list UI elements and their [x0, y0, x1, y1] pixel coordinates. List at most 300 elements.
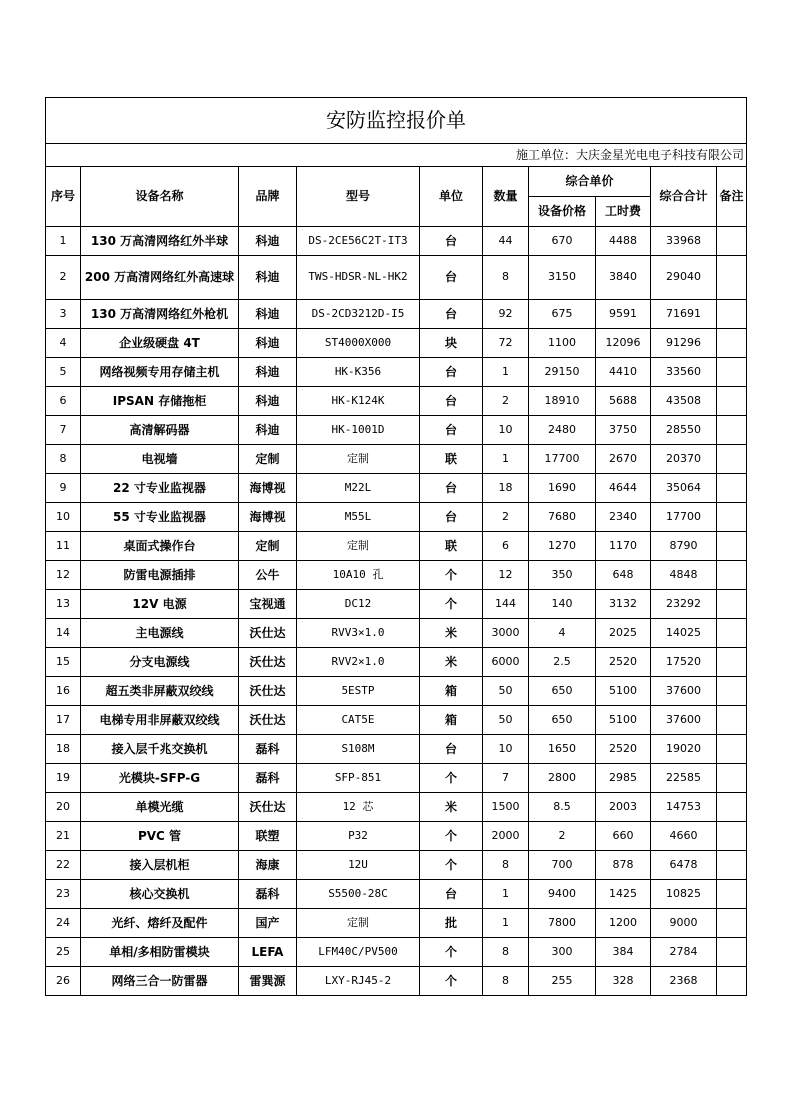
- row-device-price: 700: [529, 851, 596, 880]
- row-qty: 3000: [483, 619, 529, 648]
- row-brand: 雷巽源: [239, 967, 297, 996]
- row-no: 26: [46, 967, 81, 996]
- row-labor: 3840: [596, 256, 651, 300]
- row-name: 12V 电源: [81, 590, 239, 619]
- row-labor: 878: [596, 851, 651, 880]
- row-no: 20: [46, 793, 81, 822]
- row-device-price: 650: [529, 677, 596, 706]
- row-labor: 2003: [596, 793, 651, 822]
- row-qty: 1500: [483, 793, 529, 822]
- row-unit: 箱: [420, 706, 483, 735]
- row-brand: 宝视通: [239, 590, 297, 619]
- row-unit: 台: [420, 416, 483, 445]
- header-unit: 单位: [420, 167, 483, 227]
- row-total: 20370: [651, 445, 717, 474]
- row-total: 29040: [651, 256, 717, 300]
- sheet-title: 安防监控报价单: [46, 98, 747, 144]
- row-name: 130 万高清网络红外枪机: [81, 300, 239, 329]
- row-qty: 8: [483, 256, 529, 300]
- row-name: 企业级硬盘 4T: [81, 329, 239, 358]
- row-total: 22585: [651, 764, 717, 793]
- row-no: 3: [46, 300, 81, 329]
- row-remark: [717, 793, 747, 822]
- row-no: 7: [46, 416, 81, 445]
- row-name: 网络视频专用存储主机: [81, 358, 239, 387]
- row-model: 定制: [297, 532, 420, 561]
- row-no: 15: [46, 648, 81, 677]
- row-no: 13: [46, 590, 81, 619]
- row-qty: 10: [483, 416, 529, 445]
- table-row: [46, 445, 747, 474]
- row-brand: 科迪: [239, 387, 297, 416]
- row-qty: 1: [483, 909, 529, 938]
- table-row: [46, 227, 747, 256]
- table-row: [46, 416, 747, 445]
- row-model: LXY-RJ45-2: [297, 967, 420, 996]
- row-qty: 8: [483, 851, 529, 880]
- row-name: 光模块-SFP-G: [81, 764, 239, 793]
- row-total: 9000: [651, 909, 717, 938]
- company-line: 施工单位：大庆金星光电电子科技有限公司: [46, 144, 747, 167]
- row-no: 2: [46, 256, 81, 300]
- row-remark: [717, 619, 747, 648]
- table-row: [46, 677, 747, 706]
- row-brand: 科迪: [239, 256, 297, 300]
- row-model: DC12: [297, 590, 420, 619]
- row-brand: 海博视: [239, 503, 297, 532]
- row-device-price: 2: [529, 822, 596, 851]
- row-unit: 块: [420, 329, 483, 358]
- row-brand: 公牛: [239, 561, 297, 590]
- row-unit: 台: [420, 735, 483, 764]
- row-device-price: 300: [529, 938, 596, 967]
- row-total: 33968: [651, 227, 717, 256]
- row-no: 10: [46, 503, 81, 532]
- row-model: 定制: [297, 445, 420, 474]
- row-remark: [717, 648, 747, 677]
- row-qty: 92: [483, 300, 529, 329]
- row-brand: 科迪: [239, 416, 297, 445]
- row-remark: [717, 503, 747, 532]
- row-device-price: 9400: [529, 880, 596, 909]
- header-remark: 备注: [717, 167, 747, 227]
- row-model: 5ESTP: [297, 677, 420, 706]
- row-name: 接入层机柜: [81, 851, 239, 880]
- row-model: HK-1001D: [297, 416, 420, 445]
- row-unit: 台: [420, 256, 483, 300]
- row-total: 10825: [651, 880, 717, 909]
- row-qty: 2: [483, 387, 529, 416]
- row-model: HK-K356: [297, 358, 420, 387]
- row-device-price: 7680: [529, 503, 596, 532]
- row-no: 18: [46, 735, 81, 764]
- row-total: 37600: [651, 677, 717, 706]
- table-row: [46, 735, 747, 764]
- row-name: 网络三合一防雷器: [81, 967, 239, 996]
- row-name: 分支电源线: [81, 648, 239, 677]
- row-brand: 科迪: [239, 227, 297, 256]
- row-unit: 个: [420, 967, 483, 996]
- row-unit: 个: [420, 938, 483, 967]
- quotation-sheet: [45, 97, 746, 996]
- row-total: 19020: [651, 735, 717, 764]
- row-qty: 6: [483, 532, 529, 561]
- row-qty: 18: [483, 474, 529, 503]
- row-brand: 科迪: [239, 300, 297, 329]
- table-row: [46, 619, 747, 648]
- row-labor: 9591: [596, 300, 651, 329]
- row-model: TWS-HDSR-NL-HK2: [297, 256, 420, 300]
- row-remark: [717, 387, 747, 416]
- table-row: [46, 967, 747, 996]
- header-name: 设备名称: [81, 167, 239, 227]
- row-device-price: 2.5: [529, 648, 596, 677]
- row-no: 19: [46, 764, 81, 793]
- row-qty: 1: [483, 880, 529, 909]
- row-total: 91296: [651, 329, 717, 358]
- table-row: [46, 851, 747, 880]
- row-qty: 44: [483, 227, 529, 256]
- row-device-price: 18910: [529, 387, 596, 416]
- header-brand: 品牌: [239, 167, 297, 227]
- table-row: [46, 503, 747, 532]
- row-name: 核心交换机: [81, 880, 239, 909]
- row-unit: 个: [420, 851, 483, 880]
- row-unit: 台: [420, 474, 483, 503]
- row-no: 9: [46, 474, 81, 503]
- row-model: S5500-28C: [297, 880, 420, 909]
- row-model: SFP-851: [297, 764, 420, 793]
- row-model: DS-2CD3212D-I5: [297, 300, 420, 329]
- row-labor: 660: [596, 822, 651, 851]
- row-labor: 328: [596, 967, 651, 996]
- row-labor: 5100: [596, 706, 651, 735]
- row-labor: 12096: [596, 329, 651, 358]
- row-device-price: 255: [529, 967, 596, 996]
- row-model: DS-2CE56C2T-IT3: [297, 227, 420, 256]
- row-labor: 2520: [596, 735, 651, 764]
- table-row: [46, 387, 747, 416]
- row-device-price: 7800: [529, 909, 596, 938]
- row-no: 12: [46, 561, 81, 590]
- row-remark: [717, 677, 747, 706]
- row-name: 主电源线: [81, 619, 239, 648]
- row-device-price: 1650: [529, 735, 596, 764]
- row-unit: 米: [420, 793, 483, 822]
- row-model: RVV3×1.0: [297, 619, 420, 648]
- row-unit: 台: [420, 880, 483, 909]
- row-device-price: 2480: [529, 416, 596, 445]
- row-no: 24: [46, 909, 81, 938]
- header-unit-price-group: 综合单价: [529, 167, 651, 197]
- row-no: 21: [46, 822, 81, 851]
- table-row: [46, 300, 747, 329]
- row-qty: 1: [483, 445, 529, 474]
- row-model: 定制: [297, 909, 420, 938]
- table-row: [46, 706, 747, 735]
- row-total: 6478: [651, 851, 717, 880]
- row-remark: [717, 256, 747, 300]
- row-total: 43508: [651, 387, 717, 416]
- row-labor: 2670: [596, 445, 651, 474]
- row-unit: 个: [420, 561, 483, 590]
- row-unit: 批: [420, 909, 483, 938]
- row-brand: 磊科: [239, 764, 297, 793]
- row-name: 单模光缆: [81, 793, 239, 822]
- table-row: [46, 793, 747, 822]
- row-name: 单相/多相防雷模块: [81, 938, 239, 967]
- row-labor: 2025: [596, 619, 651, 648]
- row-model: P32: [297, 822, 420, 851]
- row-model: CAT5E: [297, 706, 420, 735]
- row-model: ST4000X000: [297, 329, 420, 358]
- row-remark: [717, 706, 747, 735]
- row-brand: 联塑: [239, 822, 297, 851]
- row-name: 高清解码器: [81, 416, 239, 445]
- table-row: [46, 474, 747, 503]
- row-remark: [717, 474, 747, 503]
- quotation-table: [45, 97, 747, 996]
- row-no: 6: [46, 387, 81, 416]
- row-total: 2368: [651, 967, 717, 996]
- row-remark: [717, 227, 747, 256]
- row-name: 光纤、熔纤及配件: [81, 909, 239, 938]
- row-remark: [717, 967, 747, 996]
- row-labor: 2340: [596, 503, 651, 532]
- row-brand: 海博视: [239, 474, 297, 503]
- row-device-price: 4: [529, 619, 596, 648]
- table-row: [46, 909, 747, 938]
- row-qty: 50: [483, 677, 529, 706]
- row-brand: 科迪: [239, 358, 297, 387]
- row-labor: 2520: [596, 648, 651, 677]
- row-brand: 沃仕达: [239, 648, 297, 677]
- header-model: 型号: [297, 167, 420, 227]
- header-qty: 数量: [483, 167, 529, 227]
- row-unit: 台: [420, 358, 483, 387]
- row-total: 4660: [651, 822, 717, 851]
- row-remark: [717, 532, 747, 561]
- row-total: 23292: [651, 590, 717, 619]
- row-name: 电梯专用非屏蔽双绞线: [81, 706, 239, 735]
- row-qty: 1: [483, 358, 529, 387]
- row-total: 4848: [651, 561, 717, 590]
- header-no: 序号: [46, 167, 81, 227]
- row-device-price: 17700: [529, 445, 596, 474]
- row-total: 17520: [651, 648, 717, 677]
- row-device-price: 675: [529, 300, 596, 329]
- row-unit: 个: [420, 822, 483, 851]
- row-device-price: 2800: [529, 764, 596, 793]
- row-no: 23: [46, 880, 81, 909]
- row-qty: 50: [483, 706, 529, 735]
- row-device-price: 650: [529, 706, 596, 735]
- row-remark: [717, 735, 747, 764]
- row-remark: [717, 938, 747, 967]
- row-remark: [717, 909, 747, 938]
- row-device-price: 140: [529, 590, 596, 619]
- row-device-price: 3150: [529, 256, 596, 300]
- row-unit: 台: [420, 227, 483, 256]
- row-qty: 2: [483, 503, 529, 532]
- row-no: 17: [46, 706, 81, 735]
- row-no: 11: [46, 532, 81, 561]
- row-model: 12U: [297, 851, 420, 880]
- row-remark: [717, 445, 747, 474]
- row-total: 14753: [651, 793, 717, 822]
- row-unit: 个: [420, 590, 483, 619]
- row-remark: [717, 358, 747, 387]
- table-row: [46, 561, 747, 590]
- table-row: [46, 256, 747, 300]
- row-labor: 5688: [596, 387, 651, 416]
- row-qty: 2000: [483, 822, 529, 851]
- row-unit: 联: [420, 532, 483, 561]
- row-brand: LEFA: [239, 938, 297, 967]
- row-labor: 4644: [596, 474, 651, 503]
- row-total: 71691: [651, 300, 717, 329]
- row-model: RVV2×1.0: [297, 648, 420, 677]
- row-labor: 4488: [596, 227, 651, 256]
- row-total: 35064: [651, 474, 717, 503]
- row-device-price: 1100: [529, 329, 596, 358]
- row-model: HK-K124K: [297, 387, 420, 416]
- row-brand: 沃仕达: [239, 706, 297, 735]
- row-brand: 定制: [239, 445, 297, 474]
- row-device-price: 350: [529, 561, 596, 590]
- row-brand: 定制: [239, 532, 297, 561]
- row-remark: [717, 416, 747, 445]
- row-name: 电视墙: [81, 445, 239, 474]
- row-model: LFM40C/PV500: [297, 938, 420, 967]
- row-no: 16: [46, 677, 81, 706]
- row-device-price: 8.5: [529, 793, 596, 822]
- quotation-rows: [46, 227, 747, 996]
- row-remark: [717, 300, 747, 329]
- row-unit: 联: [420, 445, 483, 474]
- row-model: M22L: [297, 474, 420, 503]
- row-no: 5: [46, 358, 81, 387]
- row-total: 33560: [651, 358, 717, 387]
- row-remark: [717, 329, 747, 358]
- row-model: 12 芯: [297, 793, 420, 822]
- table-row: [46, 822, 747, 851]
- row-qty: 144: [483, 590, 529, 619]
- row-name: 超五类非屏蔽双绞线: [81, 677, 239, 706]
- row-no: 4: [46, 329, 81, 358]
- row-remark: [717, 590, 747, 619]
- row-model: M55L: [297, 503, 420, 532]
- row-name: 55 寸专业监视器: [81, 503, 239, 532]
- row-unit: 台: [420, 300, 483, 329]
- row-labor: 5100: [596, 677, 651, 706]
- header-device-price: 设备价格: [529, 197, 596, 227]
- row-labor: 3750: [596, 416, 651, 445]
- table-row: [46, 648, 747, 677]
- row-qty: 10: [483, 735, 529, 764]
- row-total: 8790: [651, 532, 717, 561]
- row-name: 防雷电源插排: [81, 561, 239, 590]
- row-name: 22 寸专业监视器: [81, 474, 239, 503]
- row-labor: 1425: [596, 880, 651, 909]
- row-brand: 磊科: [239, 735, 297, 764]
- row-total: 14025: [651, 619, 717, 648]
- row-no: 8: [46, 445, 81, 474]
- row-unit: 台: [420, 387, 483, 416]
- row-remark: [717, 822, 747, 851]
- row-name: 200 万高清网络红外高速球: [81, 256, 239, 300]
- row-brand: 沃仕达: [239, 677, 297, 706]
- row-labor: 384: [596, 938, 651, 967]
- row-labor: 1200: [596, 909, 651, 938]
- row-brand: 科迪: [239, 329, 297, 358]
- row-brand: 磊科: [239, 880, 297, 909]
- row-qty: 72: [483, 329, 529, 358]
- row-total: 17700: [651, 503, 717, 532]
- row-unit: 个: [420, 764, 483, 793]
- row-qty: 12: [483, 561, 529, 590]
- row-labor: 1170: [596, 532, 651, 561]
- row-device-price: 1690: [529, 474, 596, 503]
- row-qty: 7: [483, 764, 529, 793]
- row-brand: 海康: [239, 851, 297, 880]
- row-name: 桌面式操作台: [81, 532, 239, 561]
- row-unit: 台: [420, 503, 483, 532]
- table-row: [46, 590, 747, 619]
- table-row: [46, 358, 747, 387]
- row-labor: 2985: [596, 764, 651, 793]
- row-unit: 米: [420, 648, 483, 677]
- row-remark: [717, 880, 747, 909]
- row-total: 37600: [651, 706, 717, 735]
- header-total: 综合合计: [651, 167, 717, 227]
- row-device-price: 670: [529, 227, 596, 256]
- table-row: [46, 329, 747, 358]
- row-name: 130 万高清网络红外半球: [81, 227, 239, 256]
- row-labor: 648: [596, 561, 651, 590]
- row-brand: 沃仕达: [239, 619, 297, 648]
- row-labor: 3132: [596, 590, 651, 619]
- header-labor: 工时费: [596, 197, 651, 227]
- row-model: S108M: [297, 735, 420, 764]
- row-qty: 8: [483, 967, 529, 996]
- row-unit: 米: [420, 619, 483, 648]
- row-remark: [717, 764, 747, 793]
- row-qty: 6000: [483, 648, 529, 677]
- row-qty: 8: [483, 938, 529, 967]
- row-no: 25: [46, 938, 81, 967]
- row-name: IPSAN 存储拖柜: [81, 387, 239, 416]
- row-total: 2784: [651, 938, 717, 967]
- table-row: [46, 764, 747, 793]
- table-row: [46, 938, 747, 967]
- row-device-price: 1270: [529, 532, 596, 561]
- row-unit: 箱: [420, 677, 483, 706]
- row-no: 22: [46, 851, 81, 880]
- row-remark: [717, 851, 747, 880]
- row-name: PVC 管: [81, 822, 239, 851]
- row-total: 28550: [651, 416, 717, 445]
- row-model: 10A10 孔: [297, 561, 420, 590]
- row-name: 接入层千兆交换机: [81, 735, 239, 764]
- table-row: [46, 880, 747, 909]
- table-row: [46, 532, 747, 561]
- row-brand: 沃仕达: [239, 793, 297, 822]
- row-device-price: 29150: [529, 358, 596, 387]
- row-no: 1: [46, 227, 81, 256]
- row-remark: [717, 561, 747, 590]
- row-labor: 4410: [596, 358, 651, 387]
